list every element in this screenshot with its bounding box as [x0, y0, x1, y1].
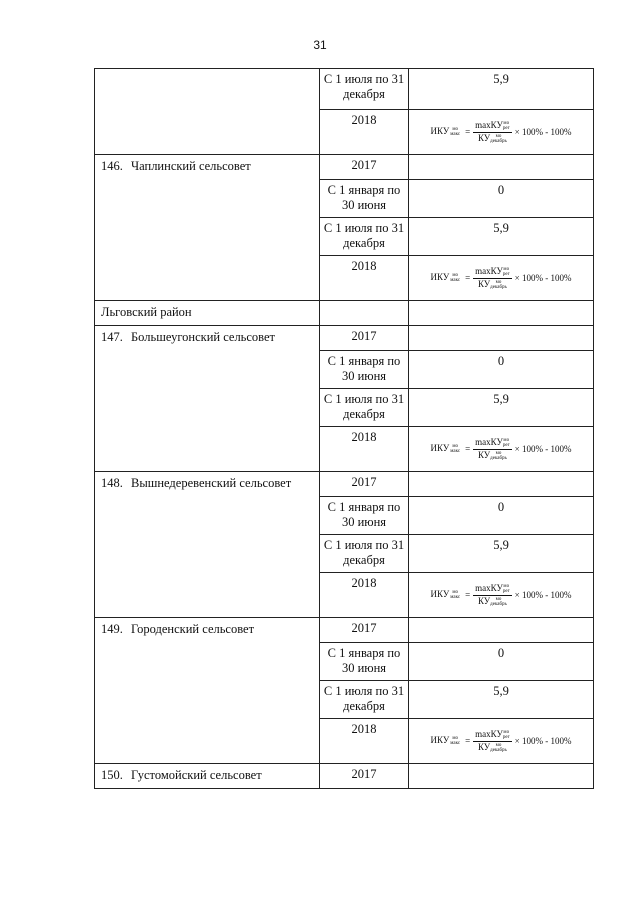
table-row: [95, 69, 594, 110]
formula-fraction: maxКУ мо рег КУ мо декабрь: [475, 728, 510, 753]
formula-lhs: ИКУ мо макс: [430, 126, 461, 137]
value-cell: 0: [409, 643, 594, 681]
table-row: [95, 326, 594, 351]
row-number: 149.: [101, 622, 123, 636]
settlement-name: Льговский район: [101, 305, 192, 319]
settlement-cell: [95, 618, 320, 764]
period-cell: 2017: [320, 472, 409, 497]
period-cell: С 1 января по 30 июня: [320, 497, 409, 535]
row-number: 150.: [101, 768, 123, 782]
value-cell: [409, 301, 594, 326]
period-cell: С 1 января по 30 июня: [320, 351, 409, 389]
table-row: [95, 618, 594, 643]
value-cell: [409, 326, 594, 351]
tariff-formula: ИКУ мо макс = maxКУ мо рег КУ мо декабрь × 100% - 100%: [430, 582, 572, 607]
period-cell: 2017: [320, 764, 409, 789]
value-cell: [409, 155, 594, 180]
value-cell: 5,9: [409, 535, 594, 573]
page-number: 31: [313, 38, 327, 52]
settlement-name: Вышнедеревенский сельсовет: [131, 476, 292, 490]
period-cell: 2018: [320, 110, 409, 155]
value-cell: 5,9: [409, 69, 594, 110]
period-cell: 2017: [320, 326, 409, 351]
settlement-cell: [95, 472, 320, 618]
value-cell: [409, 764, 594, 789]
period-cell: С 1 июля по 31 декабря: [320, 69, 409, 110]
period-cell: 2018: [320, 719, 409, 764]
value-cell: 0: [409, 351, 594, 389]
tariff-formula: ИКУ мо макс = maxКУ мо рег КУ мо декабрь × 100% - 100%: [430, 436, 572, 461]
period-cell: С 1 июля по 31 декабря: [320, 535, 409, 573]
tariff-formula: ИКУ мо макс = maxКУ мо рег КУ мо декабрь × 100% - 100%: [430, 728, 572, 753]
period-cell: 2018: [320, 573, 409, 618]
period-cell: 2018: [320, 256, 409, 301]
settlement-name: Густомойский сельсовет: [131, 768, 262, 782]
table-row: [95, 301, 594, 326]
table-row: [95, 764, 594, 789]
period-cell: С 1 января по 30 июня: [320, 180, 409, 218]
value-cell: [409, 618, 594, 643]
formula-cell: [409, 719, 594, 764]
period-cell: С 1 июля по 31 декабря: [320, 218, 409, 256]
period-cell: [320, 301, 409, 326]
table-row: [95, 155, 594, 180]
period-cell: 2017: [320, 618, 409, 643]
tariff-table: [94, 68, 594, 789]
value-cell: 0: [409, 180, 594, 218]
settlement-cell: [95, 326, 320, 472]
formula-cell: [409, 573, 594, 618]
tariff-formula: ИКУ мо макс = maxКУ мо рег КУ мо декабрь × 100% - 100%: [430, 265, 572, 290]
value-cell: 0: [409, 497, 594, 535]
value-cell: 5,9: [409, 389, 594, 427]
settlement-cell: [95, 764, 320, 789]
row-number: 146.: [101, 159, 123, 173]
formula-fraction: maxКУ мо рег КУ мо декабрь: [475, 436, 510, 461]
formula-fraction: maxКУ мо рег КУ мо декабрь: [475, 265, 510, 290]
formula-lhs: ИКУ мо макс: [430, 735, 461, 746]
formula-fraction: maxКУ мо рег КУ мо декабрь: [475, 119, 510, 144]
settlement-name: Городенский сельсовет: [131, 622, 255, 636]
period-cell: С 1 июля по 31 декабря: [320, 389, 409, 427]
row-number: 148.: [101, 476, 123, 490]
formula-fraction: maxКУ мо рег КУ мо декабрь: [475, 582, 510, 607]
settlement-cell: [95, 301, 320, 326]
period-cell: 2018: [320, 427, 409, 472]
settlement-name: Большеугонский сельсовет: [131, 330, 276, 344]
tariff-formula: ИКУ мо макс = maxКУ мо рег КУ мо декабрь × 100% - 100%: [430, 119, 572, 144]
table-row: [95, 472, 594, 497]
row-number: 147.: [101, 330, 123, 344]
formula-lhs: ИКУ мо макс: [430, 272, 461, 283]
settlement-cell: [95, 155, 320, 301]
formula-cell: [409, 110, 594, 155]
period-cell: 2017: [320, 155, 409, 180]
value-cell: [409, 472, 594, 497]
formula-cell: [409, 256, 594, 301]
value-cell: 5,9: [409, 681, 594, 719]
formula-lhs: ИКУ мо макс: [430, 443, 461, 454]
period-cell: С 1 июля по 31 декабря: [320, 681, 409, 719]
period-cell: С 1 января по 30 июня: [320, 643, 409, 681]
value-cell: 5,9: [409, 218, 594, 256]
settlement-name: Чаплинский сельсовет: [131, 159, 251, 173]
settlement-cell: [95, 69, 320, 155]
formula-cell: [409, 427, 594, 472]
formula-lhs: ИКУ мо макс: [430, 589, 461, 600]
